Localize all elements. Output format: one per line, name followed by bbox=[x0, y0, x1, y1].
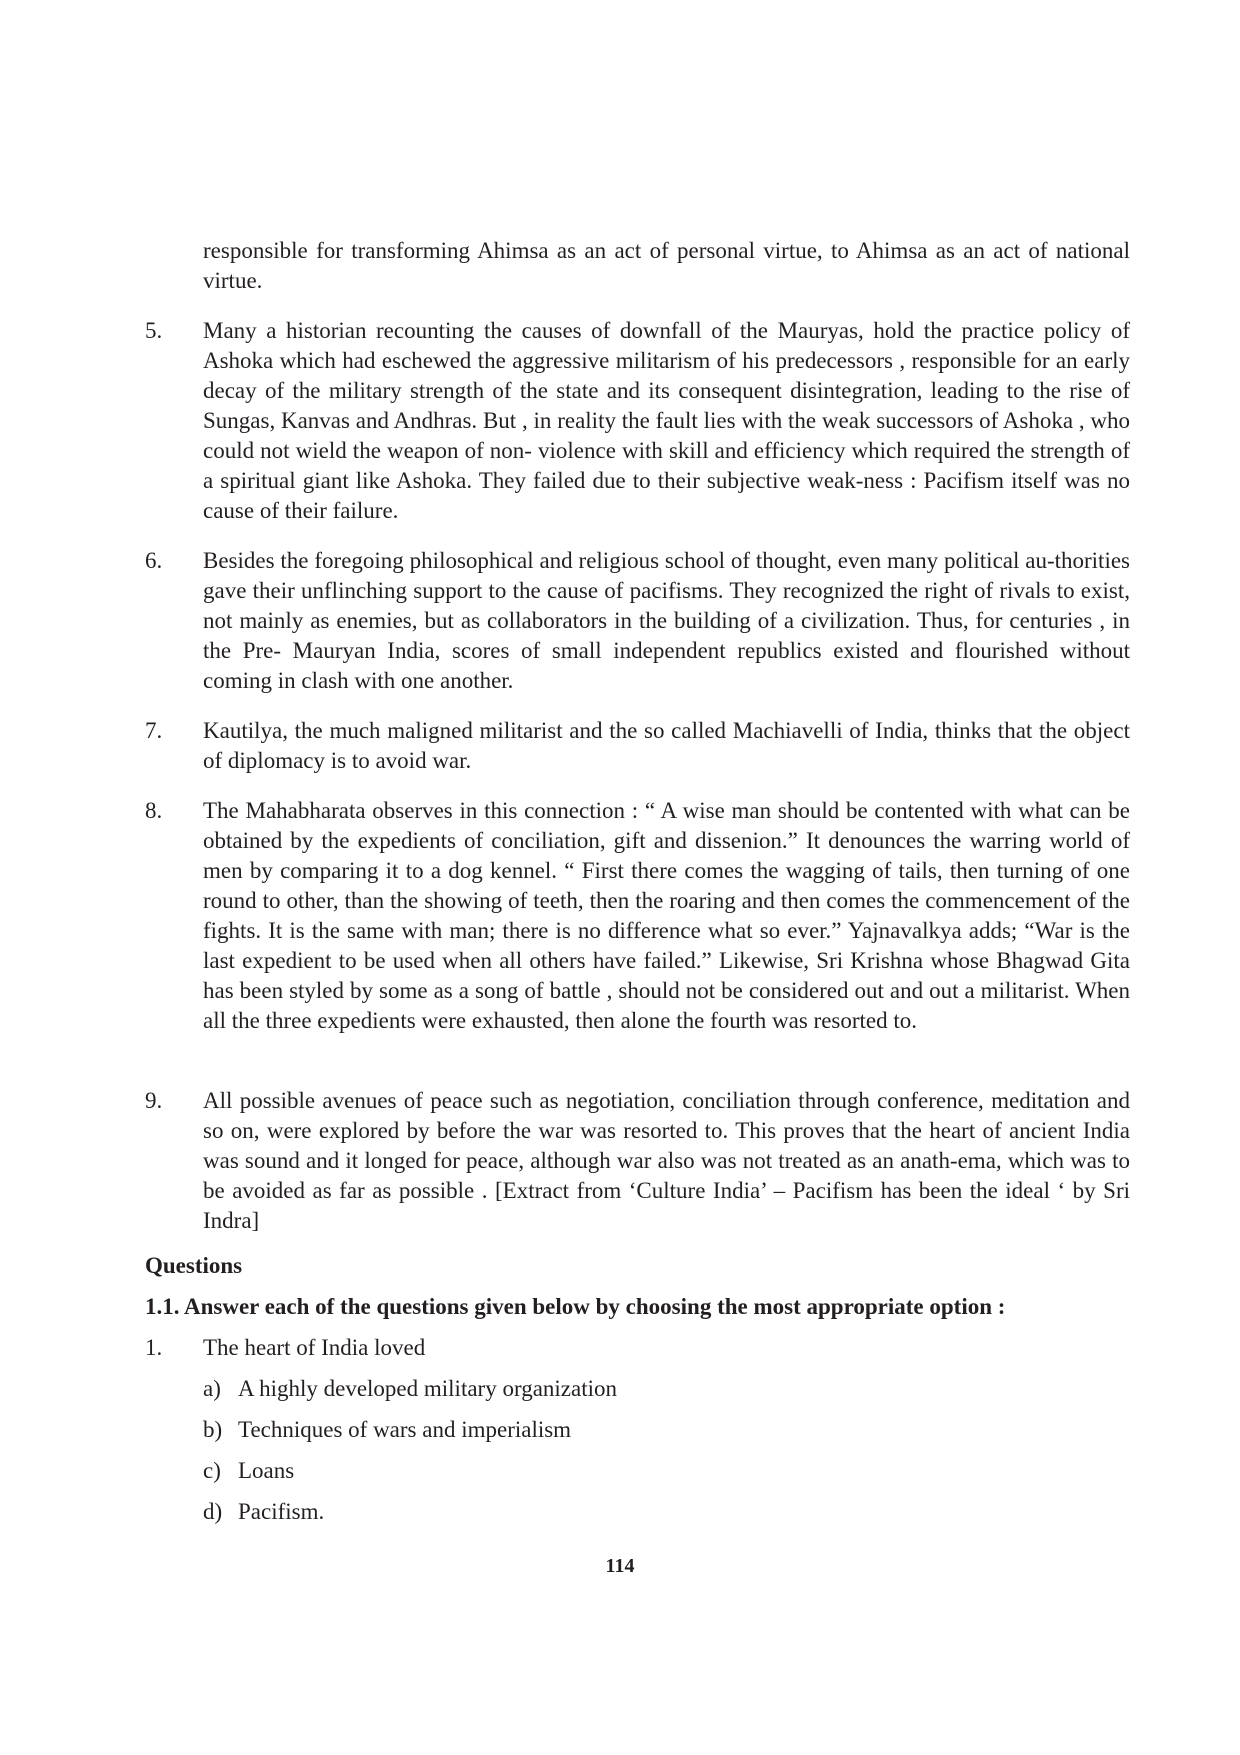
point-text: All possible avenues of peace such as negotiation, conciliation through conference, meditation and so on, were explored by before the war was resorted to. This proves that the heart of ancient India was sound and it longed for peace, although war also was not treated as an anath-ema, which was to be avoided as far as possible . [Extract from ‘Culture India’ – Pacifism has been the ideal ‘ by Sri Indra] bbox=[203, 1088, 1130, 1233]
option-a bbox=[203, 1374, 617, 1404]
option-letter: b) bbox=[203, 1417, 223, 1442]
point-text: Many a historian recounting the causes of downfall of the Mauryas, hold the practice policy of Ashoka which had eschewed the aggressive militarism of his predecessors , responsible for an early decay of the military strength of the state and its consequent disintegration, leading to the rise of Sungas, Kanvas and Andhras. But , in reality the fault lies with the weak successors of Ashoka , who could not wield the weapon of non- violence with skill and efficiency which required the strength of a spiritual giant like Ashoka. They failed due to their subjective weak-ness : Pacifism itself was no cause of their failure. bbox=[203, 318, 1130, 523]
page-number: 114 bbox=[605, 1555, 635, 1577]
option-text: A highly developed military organization bbox=[238, 1376, 617, 1401]
option-d bbox=[203, 1497, 324, 1527]
point-text: Kautilya, the much maligned militarist and the so called Machiavelli of India, thinks that the object of diplomacy is to avoid war. bbox=[203, 718, 1130, 773]
point-number: 7. bbox=[145, 718, 163, 743]
point-number: 5. bbox=[145, 318, 163, 343]
continuation-paragraph: responsible for transforming Ahimsa as an act of personal virtue, to Ahimsa as an act of national virtue. bbox=[203, 238, 1130, 293]
point-number: 9. bbox=[145, 1088, 163, 1113]
point-number: 8. bbox=[145, 798, 163, 823]
option-c bbox=[203, 1456, 294, 1486]
point-text: The Mahabharata observes in this connection : “ A wise man should be contented with what can be obtained by the expedients of conciliation, gift and dissenion.” It denounces the warring world of men by comparing it to a dog kennel. “ First there comes the wagging of tails, then turning of one round to other, than the showing of teeth, then the roaring and then comes the commencement of the fights. It is the same with man; there is no difference what so ever.” Yajnavalkya adds; “War is the last expedient to be used when all others have failed.” Likewise, Sri Krishna whose Bhagwad Gita has been styled by some as a song of battle , should not be considered out and out a militarist. When all the three expedients were exhausted, then alone the fourth was resorted to. bbox=[203, 798, 1130, 1033]
option-letter: c) bbox=[203, 1458, 221, 1483]
question-text: The heart of India loved bbox=[203, 1335, 426, 1360]
option-text: Techniques of wars and imperialism bbox=[238, 1417, 572, 1442]
option-text: Loans bbox=[238, 1458, 295, 1483]
option-letter: a) bbox=[203, 1376, 221, 1401]
point-text: Besides the foregoing philosophical and religious school of thought, even many political au-thorities gave their unflinching support to the cause of pacifisms. They recognized the right of rivals to exist, not mainly as enemies, but as collaborators in the building of a civilization. Thus, for centuries , in the Pre- Mauryan India, scores of small independent republics existed and flourished without coming in clash with one another. bbox=[203, 548, 1130, 693]
option-b bbox=[203, 1415, 571, 1445]
section-heading: 1.1. Answer each of the questions given below by choosing the most appropriate option : bbox=[145, 1294, 1006, 1319]
option-text: Pacifism. bbox=[238, 1499, 325, 1524]
option-letter: d) bbox=[203, 1499, 223, 1524]
point-number: 6. bbox=[145, 548, 163, 573]
question-number: 1. bbox=[145, 1335, 163, 1360]
questions-heading: Questions bbox=[145, 1253, 243, 1278]
